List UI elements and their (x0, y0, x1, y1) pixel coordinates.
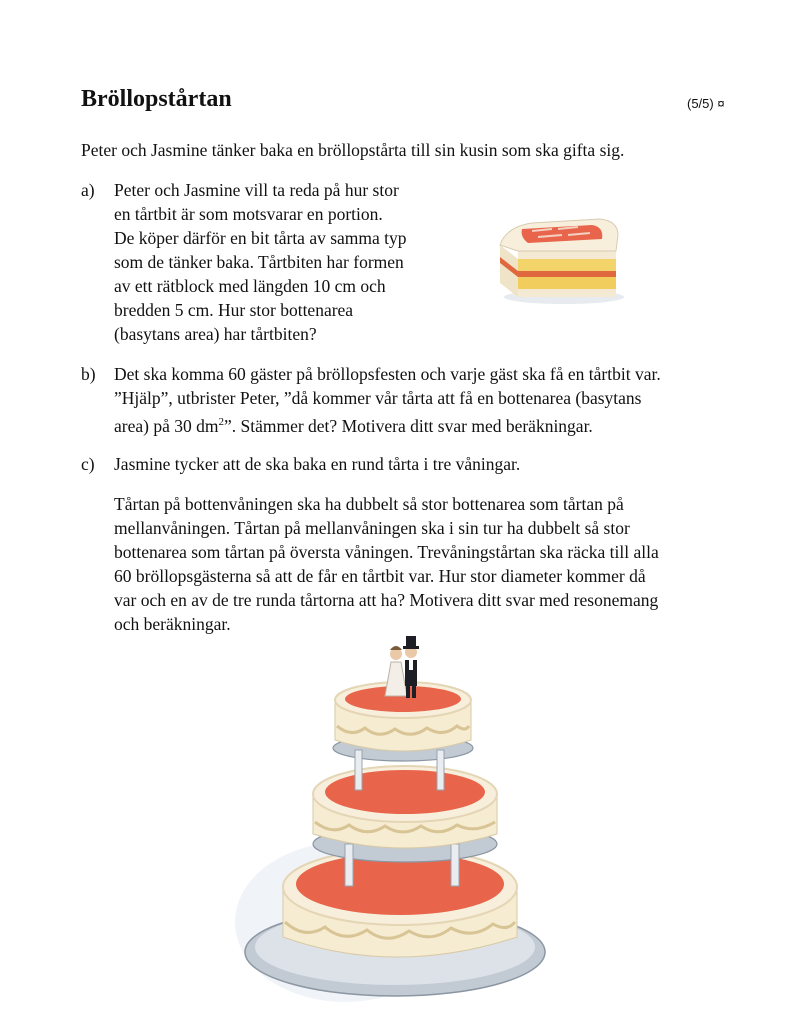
text-line: (basytans area) har tårtbiten? (114, 324, 317, 344)
superscript: 2 (218, 416, 224, 428)
text-line: bredden 5 cm. Hur stor bottenarea (114, 300, 354, 320)
question-b-letter: b) (81, 364, 96, 384)
text-segment: area) på 30 dm (114, 415, 219, 436)
text-line: av ett rätblock med längden 10 cm och (114, 276, 386, 296)
text-line: en tårtbit är som motsvarar en portion. (114, 204, 383, 224)
wedding-cake-illustration (225, 622, 555, 1012)
intro-text: Peter och Jasmine tänker baka en bröllopstårta till sin kusin som ska gifta sig. (81, 140, 625, 160)
cake-slice-illustration (492, 205, 632, 310)
question-a-text (114, 178, 464, 346)
question-c-paragraph (114, 492, 744, 636)
text-line: Det ska komma 60 gäster på bröllopsfesten och varje gäst ska få en tårtbit var. (114, 364, 661, 384)
text-line: var och en av de tre runda tårtorna att ha? Motivera ditt svar med resonemang (114, 590, 659, 610)
question-b-text (114, 362, 744, 438)
text-line: som de tänker baka. Tårtbiten har formen (114, 252, 404, 272)
text-segment: ”. Stämmer det? Motivera ditt svar med beräkningar. (223, 415, 593, 436)
page-title: Bröllopstårtan (81, 86, 232, 112)
text-line (114, 410, 744, 438)
text-line: 60 bröllopsgästerna så att de får en tårtbit var. Hur stor diameter kommer då (114, 566, 646, 586)
points-label: (5/5) ¤ (687, 96, 725, 111)
question-a-letter: a) (81, 180, 95, 200)
question-c-letter: c) (81, 454, 95, 474)
text-line: Peter och Jasmine vill ta reda på hur stor (114, 180, 399, 200)
text-line: mellanvåningen. Tårtan på mellanvåningen ska i sin tur ha dubbelt så stor (114, 518, 630, 538)
text-line: och beräkningar. (114, 614, 231, 634)
question-c-text: Jasmine tycker att de ska baka en rund tårta i tre våningar. (114, 454, 521, 474)
text-line: ”Hjälp”, utbrister Peter, ”då kommer vår tårta att få en bottenarea (basytans (114, 388, 642, 408)
text-line: bottenarea som tårtan på översta våningen. Trevåningstårtan ska räcka till alla (114, 542, 659, 562)
text-line: Tårtan på bottenvåningen ska ha dubbelt så stor bottenarea som tårtan på (114, 494, 624, 514)
text-line: De köper därför en bit tårta av samma typ (114, 228, 407, 248)
